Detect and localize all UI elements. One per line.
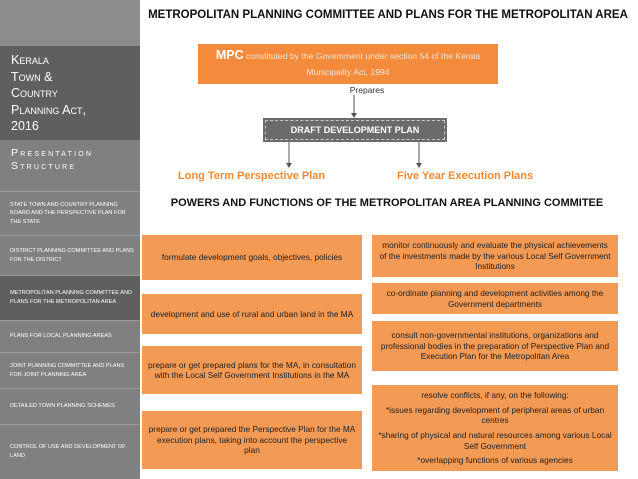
- sidebar-item-label: PLANS FOR LOCAL PLANNING AREAS: [10, 333, 112, 340]
- sidebar-item-label: JOINT PLANNING COMMITTEE AND PLANS FOR JOINT PLANNING AREA: [10, 362, 125, 378]
- function-text: *overlapping functions of various agencies: [417, 455, 573, 466]
- function-text: resolve conflicts, if any, on the following:: [421, 390, 569, 401]
- sidebar-title-line: Kerala: [11, 53, 49, 67]
- function-box: [142, 235, 362, 280]
- long-term-plan-label: Long Term Perspective Plan: [178, 170, 326, 182]
- function-box: [142, 346, 362, 394]
- sidebar-item-label: DETAILED TOWN PLANNING SCHEMES: [10, 403, 115, 410]
- function-text: consult non-governmental institutions, organizations and professional bodies in the preparation of Perspective Plan and Execution Plan for the Metropolitan Area: [380, 330, 610, 362]
- function-text: execution plans, taking into account the perspective plan: [156, 434, 348, 456]
- mpc-text: constituted by the Government under section 54 of the Kerala Municipality Act, 1994: [246, 51, 481, 77]
- function-box: [372, 283, 618, 314]
- draft-development-plan-label: DRAFT DEVELOPMENT PLAN: [290, 125, 420, 135]
- function-box: [372, 321, 618, 371]
- function-text: development and use of rural and urban land in the MA: [150, 308, 354, 319]
- sidebar-item-label: DISTRICT PLANNING COMMITTEE AND PLANS FOR THE DISTRICT: [10, 247, 134, 263]
- sidebar-item-label: CONTROL OF USE AND DEVELOPMENT OF LAND: [10, 444, 126, 459]
- sidebar-title-line: Town &: [11, 69, 53, 84]
- function-box: [142, 294, 362, 334]
- function-text: *issues regarding development of peripheral areas of urban centres: [385, 404, 605, 426]
- function-box: [142, 411, 362, 469]
- function-text: co-ordinate planning and development activities among the Government departments: [386, 288, 604, 309]
- five-year-plan-label: Five Year Execution Plans: [397, 170, 534, 182]
- sidebar-subtitle: Presentation Structure: [11, 147, 94, 172]
- prepares-label: Prepares: [349, 85, 385, 95]
- five-year-arrow-head: [416, 163, 422, 168]
- function-text: monitor continuously and evaluate the physical achievements of the investments made by the various Local Self Government Institutions: [379, 240, 611, 272]
- powers-title: POWERS AND FUNCTIONS OF THE METROPOLITAN AREA PLANNING COMMITEE: [170, 197, 604, 209]
- function-text: prepare or get prepared plans for the MA, in consultation with the Local Self Government Institutions in the MA: [148, 359, 357, 380]
- function-box: [372, 385, 618, 471]
- mpc-box: [198, 44, 498, 84]
- sidebar-title-line: Planning Act,: [11, 102, 86, 117]
- mpc-abbr: MPC: [215, 48, 244, 62]
- function-text: *sharing of physical and natural resources among various Local Self Government: [378, 430, 612, 451]
- sidebar-item-label: STATE TOWN AND COUNTRY PLANNING BOARD AND THE PERSPECTIVE PLAN FOR THE STATE: [10, 201, 126, 225]
- page-title: METROPOLITAN PLANNING COMMITTEE AND PLANS FOR THE METROPOLITAN AREA: [148, 9, 628, 21]
- sidebar-title-line: 2016: [11, 119, 39, 133]
- function-box: [372, 235, 618, 277]
- sidebar-title-line: Country: [11, 86, 58, 100]
- long-term-arrow-head: [286, 163, 292, 168]
- sidebar-item-label: METROPOLITAN PLANNING COMMITTEE AND PLANS FOR THE METROPOLITAN AREA: [10, 290, 133, 305]
- draft-development-plan-box: [263, 118, 447, 142]
- function-text: formulate development goals, objectives, policies: [161, 252, 343, 263]
- function-text: prepare or get prepared the Perspective Plan for the MA: [148, 424, 356, 435]
